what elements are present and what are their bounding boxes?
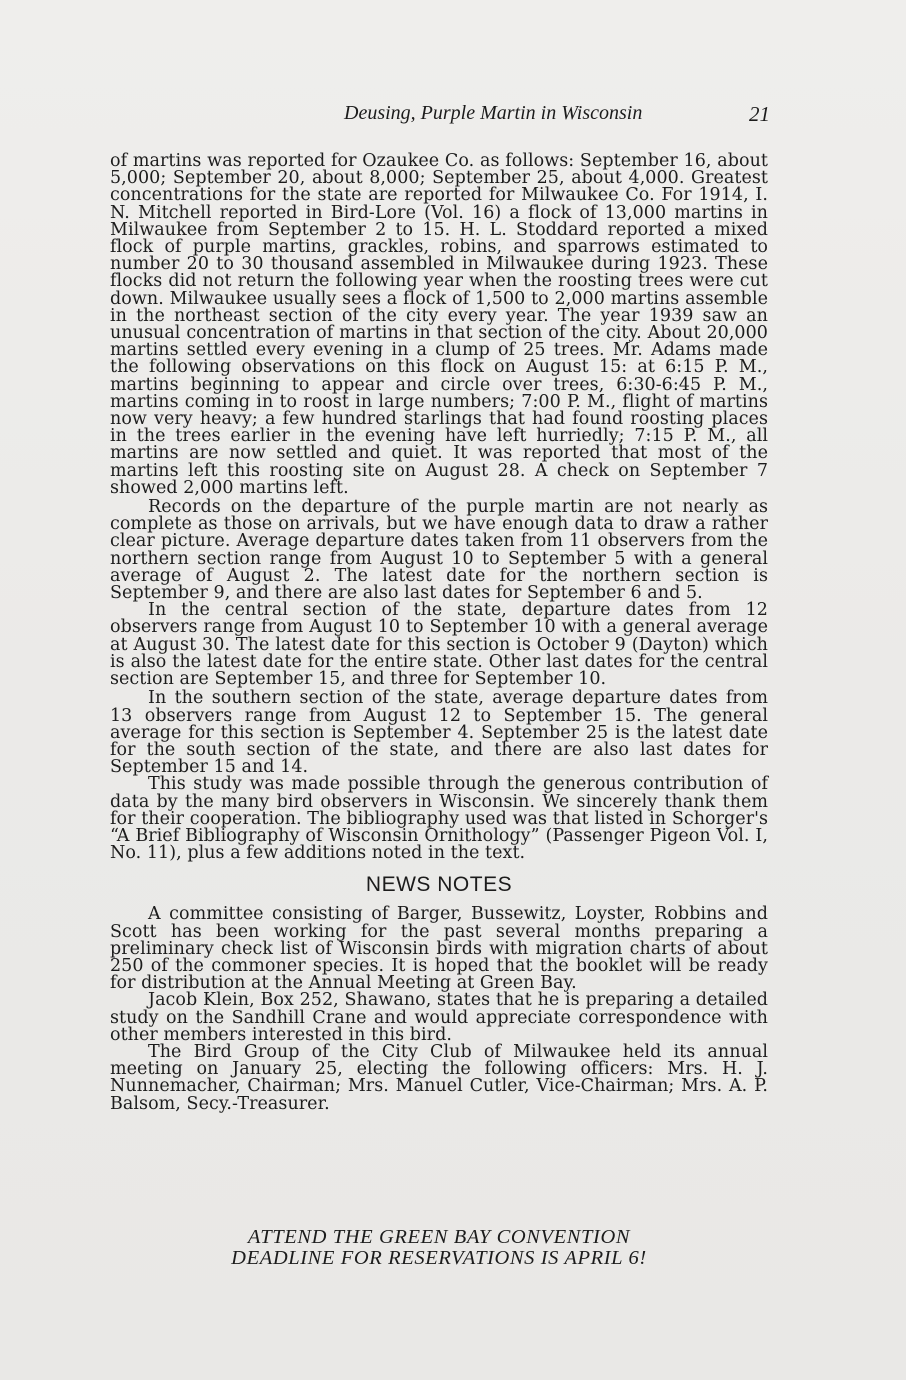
news-notes-heading: NEWS NOTES [365, 873, 513, 897]
article-paragraph: of martins was reported for Ozaukee Co. as follows: September 16, about 5,000; September 20, about 8,000; September 25, about 4,000. Greatest concentrations for the state are reported for Milwaukee Co. For 1914, I. N. Mitchell reported in Bird-Lore (Vol. 16) a flock of 13,000 martins in Milwaukee from September 2 to 15. H. L. Stoddard reported a mixed flock of purple martins, grackles, robins, and sparrows estimated to number 20 to 30 thousand assembled in Milwaukee during 1923. These flocks did not return the following year when the roosting trees were cut down. Milwaukee usually sees a flock of 1,500 to 2,000 martins assemble in the northeast section of the city every year. The year 1939 saw an unusual concentration of martins in that section of the city. About 20,000 martins settled every evening in a clump of 25 trees. Mr. Adams made the following observations on this flock on August 15: at 6:15 P. M., martins beginning to appear and circle over trees, 6:30-6:45 P. M., martins coming in to roost in large numbers; 7:00 P. M., flight of martins now very heavy; a few hundred starlings that had found roosting places in the trees earlier in the evening have left hurriedly; 7:15 P. M., all martins are now settled and quiet. It was reported that most of the martins left this roosting site on August 28. A check on September 7 showed 2,000 martins left. [110, 151, 768, 498]
news-note-paragraph: The Bird Group of the City Club of Milwaukee held its annual meeting on January 25, electing the following officers: Mrs. H. J. Nunnemacher, Chairman; Mrs. Manuel Cutler, Vice-Chairman; Mrs. A. P. Balsom, Secy.-Treasurer. [110, 1041, 768, 1114]
article-paragraph: This study was made possible through the generous contribution of data by the many bird observers in Wisconsin. We sincerely thank them for their cooperation. The bibliography used was that listed in Schorger's “A Brief Bibliography of Wisconsin Ornithology” (Passenger Pigeon Vol. I, No. 11), plus a few additions noted in the text. [110, 774, 768, 864]
convention-notice [110, 1227, 768, 1269]
news-note-paragraph: Jacob Klein, Box 252, Shawano, states that he is preparing a detailed study on the Sandhill Crane and would appreciate correspondence with other members interested in this bird. [110, 990, 768, 1045]
page-number: 21 [749, 102, 770, 126]
article-body [110, 153, 768, 1113]
article-paragraph: In the central section of the state, departure dates from 12 observers range from August 10 to September 10 with a general average at August 30. The latest date for this section is October 9 (Dayton) which is also the latest date for the entire state. Other last dates for the central section are September 15, and three for September 10. [110, 600, 768, 690]
article-paragraph: In the southern section of the state, average departure dates from 13 observers range from August 12 to September 15. The general average for this section is September 4. September 25 is the latest date for the south section of the state, and there are also last dates for September 15 and 14. [110, 688, 768, 778]
news-note-paragraph: A committee consisting of Barger, Bussewitz, Loyster, Robbins and Scott has been working for the past several months preparing a preliminary check list of Wisconsin birds with migration charts of about 250 of the commoner species. It is hoped that the booklet will be ready for distribution at the Annual Meeting at Green Bay. [110, 904, 768, 994]
running-head-title: Deusing, Purple Martin in Wisconsin [344, 102, 643, 124]
notice-line: ATTEND THE GREEN BAY CONVENTION [247, 1226, 631, 1248]
article-paragraph: Records on the departure of the purple martin are not nearly as complete as those on arrivals, but we have enough data to draw a rather clear picture. Average departure dates taken from 11 observers from the northern section range from August 10 to September 5 with a general average of August 2. The latest date for the northern section is September 9, and there are also last dates for September 6 and 5. [110, 497, 768, 604]
notice-line: DEADLINE FOR RESERVATIONS IS APRIL 6! [231, 1247, 647, 1269]
